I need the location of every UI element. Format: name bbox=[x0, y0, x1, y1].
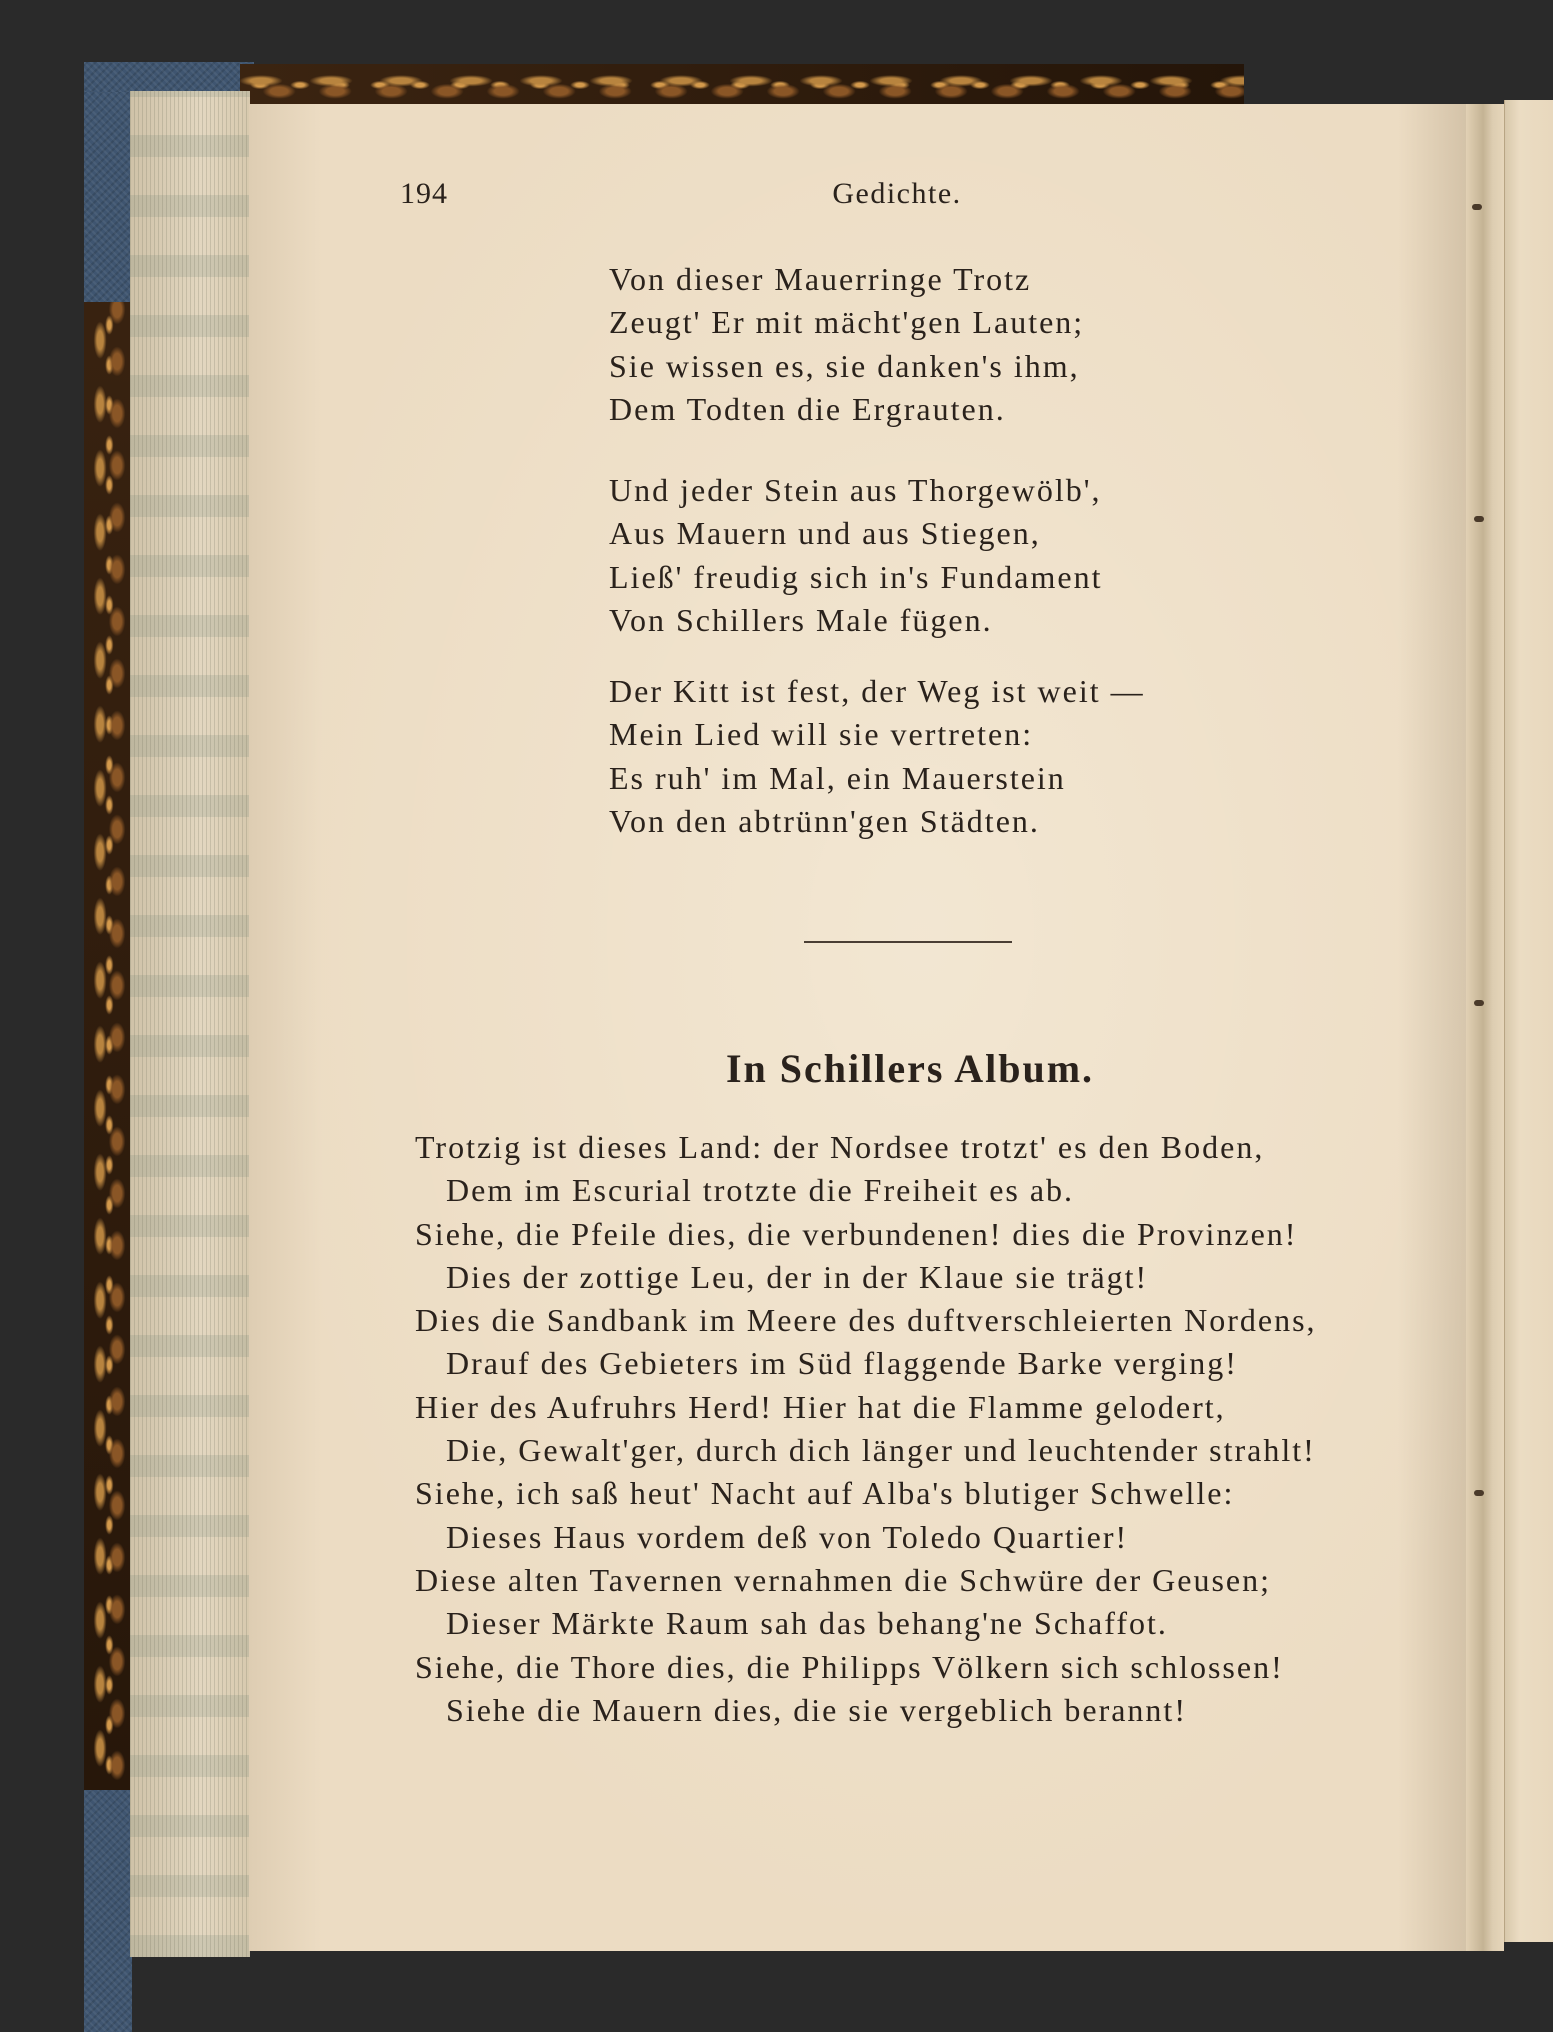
verse-line: Dieses Haus vordem deß von Toledo Quartier! bbox=[446, 1518, 1129, 1555]
binding-thread bbox=[1474, 1490, 1484, 1496]
verse-line: Trotzig ist dieses Land: der Nordsee trotzt' es den Boden, bbox=[415, 1129, 1265, 1165]
cloth-spine-top bbox=[84, 62, 132, 302]
verse-line: Ließ' freudig sich in's Fundament bbox=[609, 558, 1103, 595]
facing-page-edge bbox=[1504, 100, 1553, 1942]
verse-line: Von den abtrünn'gen Städten. bbox=[609, 802, 1040, 839]
verse-line: Mein Lied will sie vertreten: bbox=[609, 716, 1034, 753]
verse-line: Zeugt' Er mit mächt'gen Lauten; bbox=[609, 304, 1085, 341]
verse-line: Siehe, die Pfeile dies, die verbundenen! dies die Provinzen! bbox=[415, 1215, 1298, 1252]
verse-line: Und jeder Stein aus Thorgewölb', bbox=[609, 472, 1102, 508]
verse-line: Dieser Märkte Raum sah das behang'ne Schaffot. bbox=[446, 1605, 1168, 1642]
verse-line: Es ruh' im Mal, ein Mauerstein bbox=[609, 759, 1066, 796]
cloth-spine-bottom bbox=[84, 1790, 132, 2032]
cloth-corner-top bbox=[84, 62, 254, 92]
poem-title: In Schillers Album. bbox=[725, 1046, 1095, 1091]
section-divider bbox=[804, 941, 1012, 943]
running-head: Gedichte. bbox=[832, 177, 962, 210]
stanza bbox=[609, 258, 1084, 431]
verse-line: Von dieser Mauerringe Trotz bbox=[609, 261, 1032, 297]
verse-line: Dies die Sandbank im Meere des duftverschleierten Nordens, bbox=[415, 1302, 1317, 1339]
verse-line: Dem Todten die Ergrauten. bbox=[609, 390, 1006, 427]
stanza bbox=[609, 670, 1145, 843]
verse-line: Dem im Escurial trotzte die Freiheit es ab. bbox=[446, 1172, 1075, 1209]
verse-line: Diese alten Tavernen vernahmen die Schwüre der Geusen; bbox=[415, 1561, 1271, 1598]
verse-line: Drauf des Gebieters im Süd flaggende Barke verging! bbox=[446, 1345, 1238, 1382]
verse-line: Die, Gewalt'ger, durch dich länger und leuchtender strahlt! bbox=[446, 1432, 1316, 1469]
verse-line: Siehe die Mauern dies, die sie vergeblich berannt! bbox=[446, 1691, 1187, 1728]
page-number: 194 bbox=[400, 177, 448, 210]
verse-line: Von Schillers Male fügen. bbox=[609, 601, 993, 638]
page-gutter bbox=[1466, 104, 1504, 1951]
verse-line: Siehe, die Thore dies, die Philipps Völkern sich schlossen! bbox=[415, 1648, 1284, 1685]
stanza bbox=[609, 469, 1102, 642]
verse-line: Der Kitt ist fest, der Weg ist weit — bbox=[609, 673, 1145, 709]
verse-line: Dies der zottige Leu, der in der Klaue sie trägt! bbox=[446, 1258, 1149, 1295]
binding-thread bbox=[1474, 1000, 1484, 1006]
binding-thread bbox=[1474, 516, 1484, 522]
marbled-top-edge bbox=[240, 64, 1244, 106]
verse-line: Hier des Aufruhrs Herd! Hier hat die Flamme gelodert, bbox=[415, 1388, 1226, 1425]
verse-line: Sie wissen es, sie danken's ihm, bbox=[609, 347, 1080, 384]
verse-line: Siehe, ich saß heut' Nacht auf Alba's blutiger Schwelle: bbox=[415, 1475, 1235, 1512]
verse-line: Aus Mauern und aus Stiegen, bbox=[609, 515, 1041, 552]
binding-thread bbox=[1472, 204, 1482, 210]
poem-body bbox=[0, 1126, 1471, 1732]
marbled-book-cover bbox=[84, 65, 132, 2032]
